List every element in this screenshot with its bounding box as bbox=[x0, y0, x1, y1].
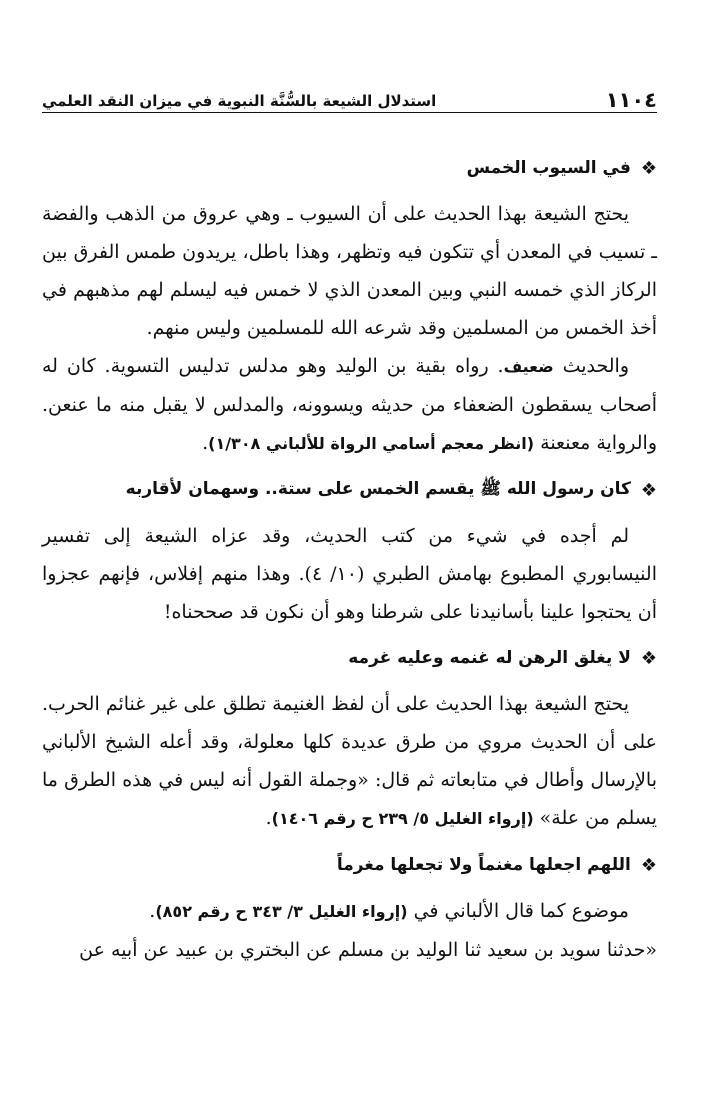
heading-text: اللهم اجعلها مغنماً ولا تجعلها مغرماً bbox=[336, 855, 631, 875]
section-heading bbox=[42, 848, 657, 882]
star-bullet-icon: ❖ bbox=[640, 854, 657, 876]
heading-text: لا يغلق الرهن له غنمه وعليه غرمه bbox=[348, 648, 631, 668]
text-run: موضوع كما قال الألباني في bbox=[407, 900, 629, 922]
text-run: . رواه بقية بن الوليد وهو مدلس تدليس التسوية. كان له أصحاب يسقطون الضعفاء من حديثه ويسوونه، والمدلس لا يقبل منه ما عنعن. والرواية معنعنة bbox=[42, 355, 657, 454]
text-run: . bbox=[265, 807, 272, 829]
text-run: والحديث bbox=[553, 355, 629, 377]
heading-text: كان رسول الله ﷺ يقسم الخمس على ستة.. وسهمان لأقاربه bbox=[125, 478, 631, 499]
grade-label: ضعيف bbox=[503, 357, 554, 376]
section-suyub bbox=[42, 151, 657, 463]
section-maghnam bbox=[42, 848, 657, 969]
paragraph: يحتج الشيعة بهذا الحديث على أن السيوب ـ وهي عروق من الذهب والفضة ـ تسيب في المعدن أي تتكون فيه وتظهر، وهذا باطل، يريدون طمس الفرق بين الركاز الذي خمسه النبي وبين المعدن الذي لا خمس فيه ليسلم لهم مذهبهم في أخذ الخمس من المسلمين وقد شرعه الله للمسلمين وليس منهم. bbox=[42, 203, 657, 339]
heading-text: في السيوب الخمس bbox=[466, 158, 631, 178]
section-khums bbox=[42, 473, 657, 631]
paragraph bbox=[42, 685, 657, 838]
section-heading bbox=[42, 151, 657, 185]
paragraph bbox=[42, 892, 657, 931]
paragraph bbox=[42, 347, 657, 463]
star-bullet-icon: ❖ bbox=[640, 157, 657, 179]
text-run: يحتج الشيعة بهذا الحديث على أن لفظ الغنيمة تطلق على غير غنائم الحرب. على أن الحديث مروي من طرق عديدة كلها معلولة، وقد أعله الشيخ الألباني بالإرسال وأطال في متابعاته ثم قال: «وجملة القول أنه ليس في هذه الطرق ما يسلم من علة» bbox=[42, 693, 657, 829]
section-heading bbox=[42, 473, 657, 507]
page-number: ١١٠٤ bbox=[605, 88, 657, 112]
running-title: استدلال الشيعة بالسُّنَّة النبوية في ميزان النقد العلمي bbox=[42, 92, 437, 110]
paragraph: لم أجده في شيء من كتب الحديث، وقد عزاه الشيعة إلى تفسير النيسابوري المطبوع بهامش الطبري (١٠/ ٤). وهذا منهم إفلاس، فإنهم عجزوا أن يحتجوا علينا بأسانيدنا على شرطنا وهو أن نكون قد صححناه! bbox=[42, 525, 657, 623]
section-heading bbox=[42, 641, 657, 675]
text-run: . bbox=[202, 432, 209, 454]
text-run: . bbox=[149, 900, 156, 922]
citation: (إرواء الغليل ٥/ ٢٣٩ ح رقم ١٤٠٦) bbox=[271, 809, 534, 828]
page-header bbox=[42, 82, 657, 113]
star-bullet-icon: ❖ bbox=[640, 647, 657, 669]
citation: (انظر معجم أسامي الرواة للألباني ١/٣٠٨) bbox=[208, 434, 535, 453]
paragraph: «حدثنا سويد بن سعيد ثنا الوليد بن مسلم عن البختري بن عبيد عن أبيه عن bbox=[79, 939, 657, 961]
citation: (إرواء الغليل ٣/ ٣٤٣ ح رقم ٨٥٢) bbox=[155, 902, 408, 921]
star-bullet-icon: ❖ bbox=[640, 479, 657, 501]
section-rahn bbox=[42, 641, 657, 838]
